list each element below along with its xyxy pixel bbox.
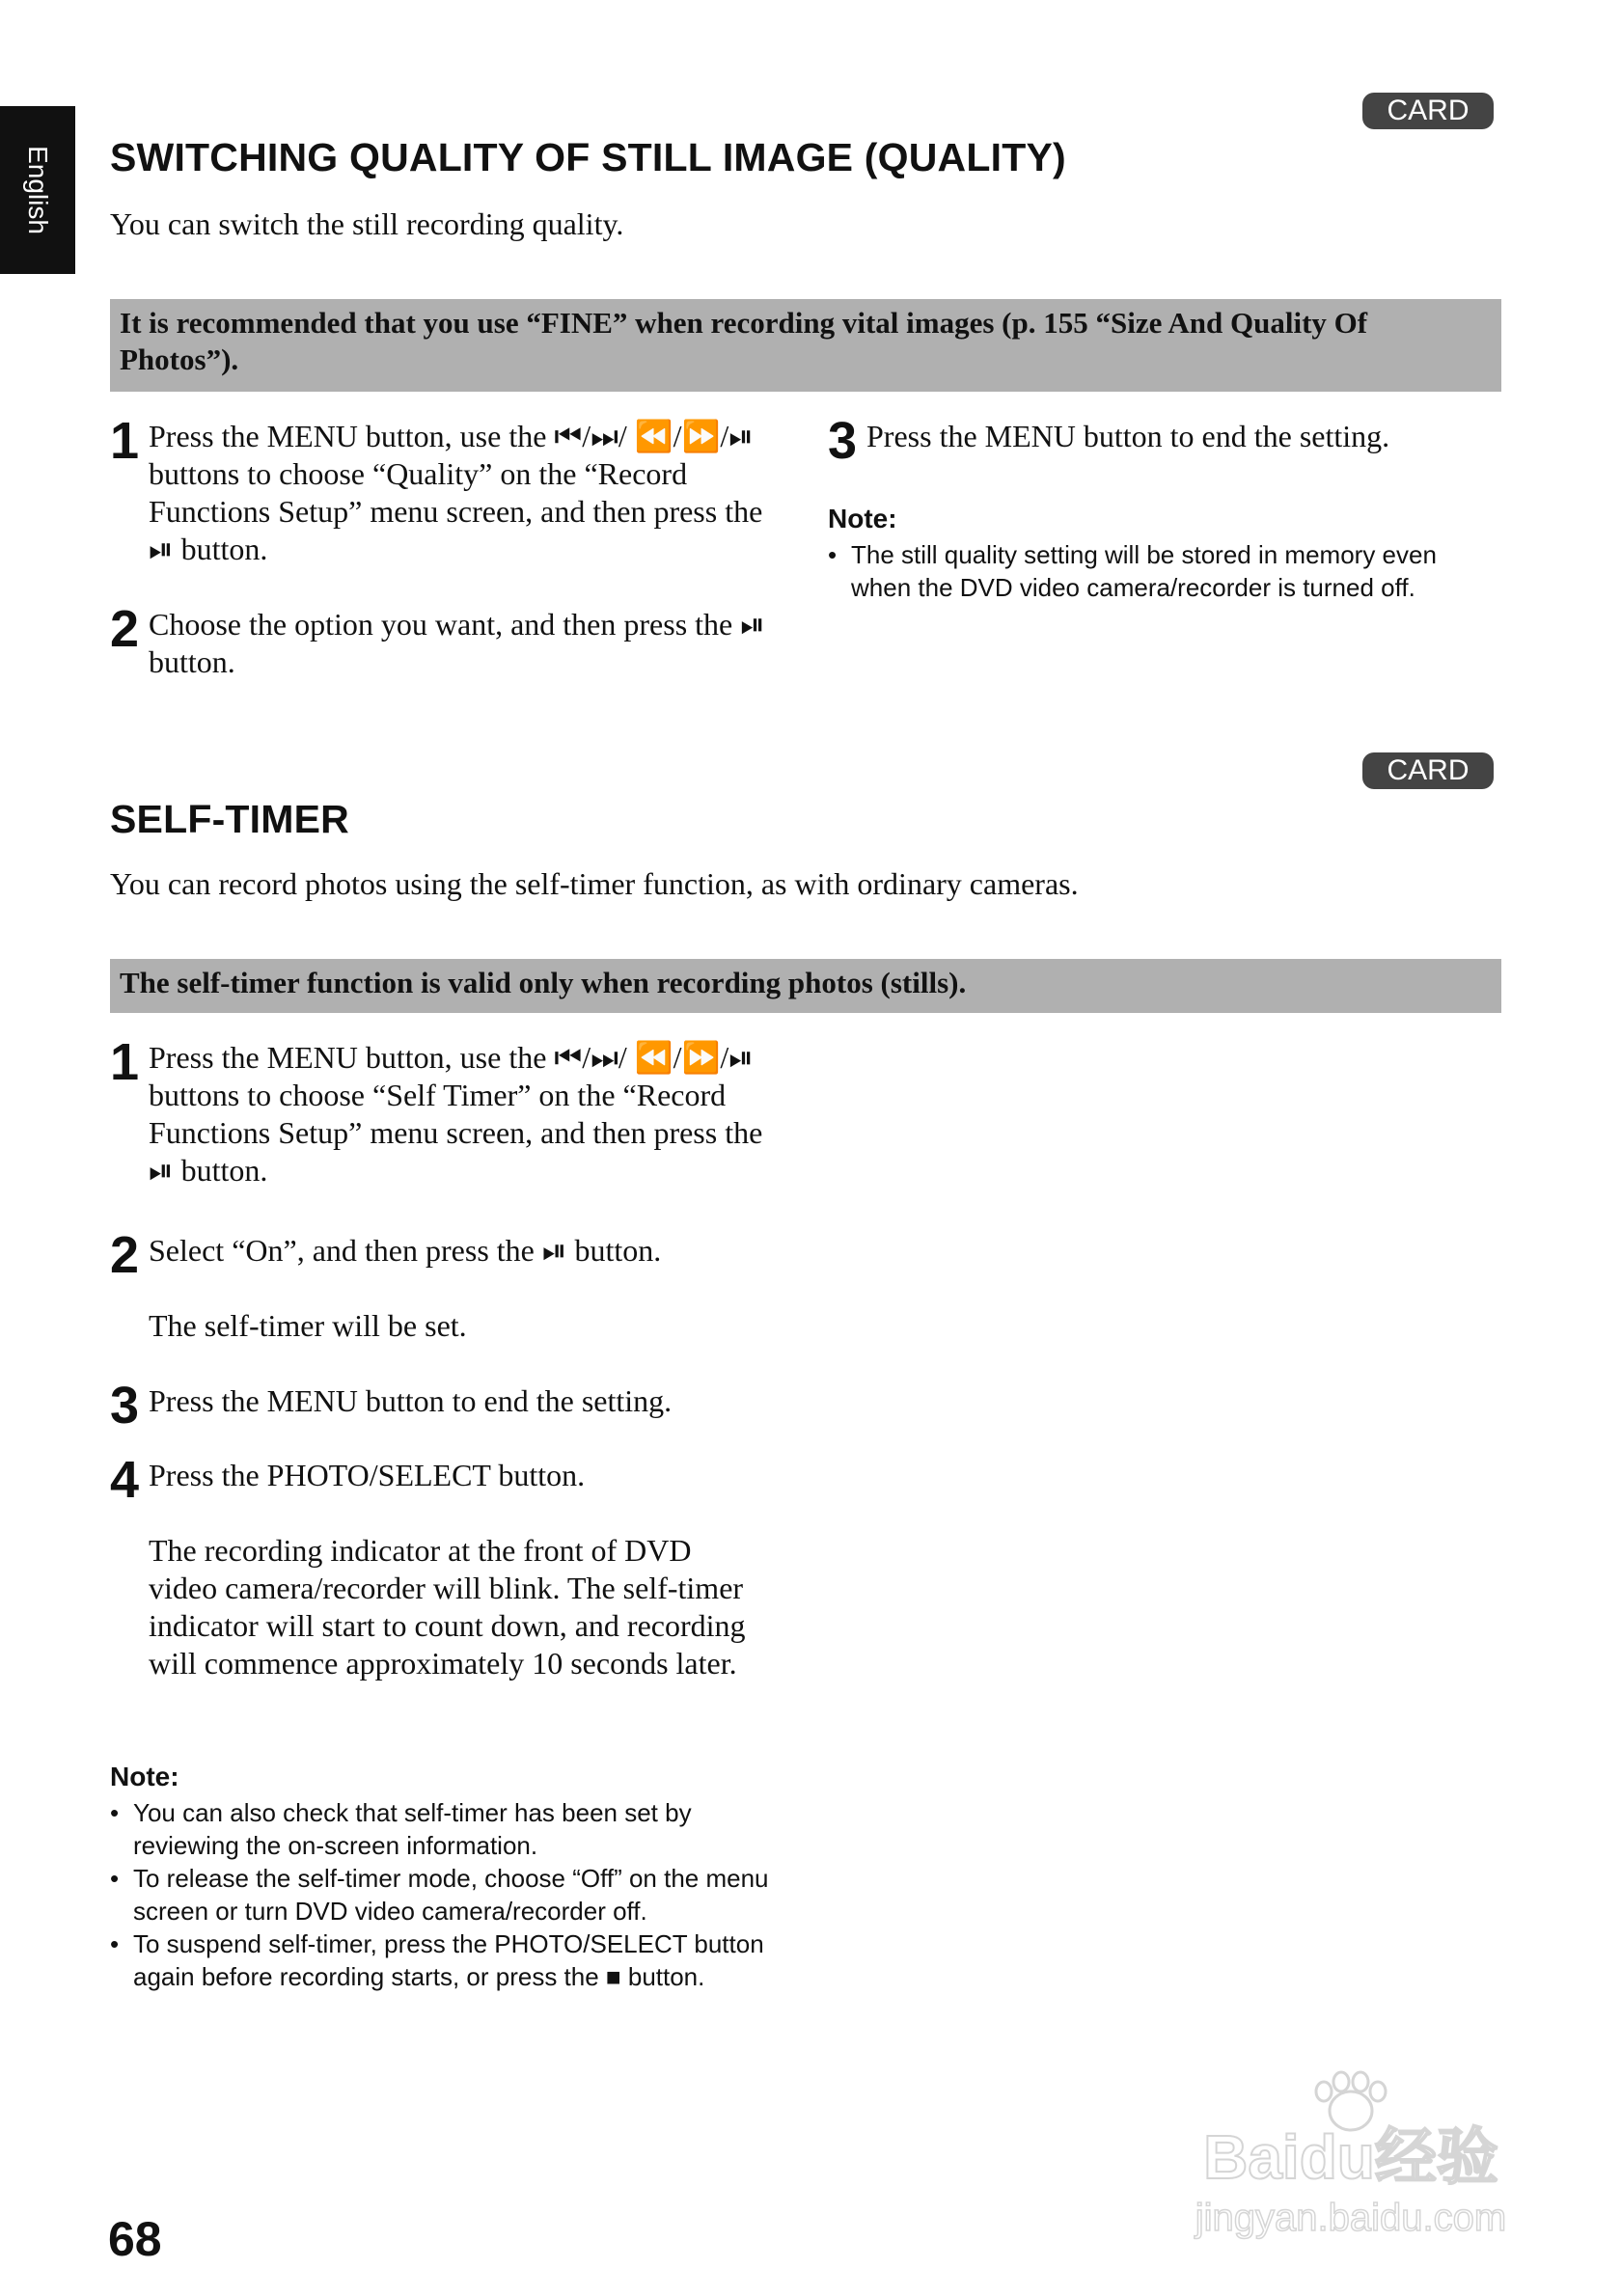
step-2-quality — [110, 600, 785, 681]
section-title-quality: SWITCHING QUALITY OF STILL IMAGE (QUALITY) — [110, 135, 1066, 179]
step-text: Choose the option you want, and then press the ⏯ button. — [149, 607, 765, 679]
baidu-watermark-logo — [1158, 2064, 1544, 2248]
note-item: • You can also check that self-timer has been set by reviewing the on-screen information. — [110, 1796, 785, 1862]
step-number: 1 — [110, 1033, 140, 1091]
step-number: 3 — [828, 412, 858, 470]
section-intro-self-timer: You can record photos using the self-timer function, as with ordinary cameras. — [110, 866, 1079, 901]
step-number: 3 — [110, 1377, 140, 1435]
step-4-self-timer — [110, 1451, 785, 1509]
step-text: Select “On”, and then press the ⏯ button. — [149, 1233, 662, 1268]
step-number: 2 — [110, 600, 140, 658]
note-list — [110, 1796, 785, 1993]
step-3-quality — [828, 412, 1503, 470]
language-tab-label: English — [23, 146, 53, 234]
step-2-result: The self-timer will be set. — [149, 1308, 467, 1343]
page-number: 68 — [108, 2212, 162, 2266]
step-1-quality — [110, 412, 785, 568]
step-4-result: The recording indicator at the front of DVD video camera/recorder will blink. The self-timer indicator will start to count down, and recording will commence approximately 10 seconds later. — [149, 1533, 746, 1681]
svg-text:jingyan.baidu.com: jingyan.baidu.com — [1195, 2197, 1507, 2239]
card-badge: CARD — [1362, 93, 1494, 129]
step-text: Press the PHOTO/SELECT button. — [149, 1458, 586, 1492]
note-list — [828, 538, 1503, 604]
step-text: Press the MENU button, use the ⏮/⏭/ ⏪/⏩/⏯ buttons to choose “Quality” on the “Record Functions Setup” menu screen, and then press the ⏯ button. — [149, 419, 763, 566]
note-title: Note: — [110, 1762, 179, 1791]
svg-text:Baidu经验: Baidu经验 — [1203, 2122, 1498, 2192]
step-number: 1 — [110, 412, 140, 470]
step-text: Press the MENU button to end the setting. — [866, 419, 1390, 453]
section-title-self-timer: SELF-TIMER — [110, 797, 349, 841]
step-text: Press the MENU button, use the ⏮/⏭/ ⏪/⏩/⏯ buttons to choose “Self Timer” on the “Record Functions Setup” menu screen, and then press the ⏯ button. — [149, 1040, 763, 1188]
callout-quality: It is recommended that you use “FINE” when recording vital images (p. 155 “Size And Quality Of Photos”). — [110, 299, 1501, 392]
callout-self-timer: The self-timer function is valid only when recording photos (stills). — [110, 959, 1501, 1013]
step-2-self-timer — [110, 1226, 785, 1284]
step-number: 2 — [110, 1226, 140, 1284]
note-item: • To suspend self-timer, press the PHOTO/SELECT button again before recording starts, or press the ■ button. — [110, 1927, 785, 1993]
note-quality — [828, 504, 1503, 604]
section-intro-quality: You can switch the still recording quality. — [110, 206, 624, 241]
step-3-self-timer — [110, 1377, 785, 1435]
language-tab — [0, 106, 75, 274]
note-title: Note: — [828, 504, 897, 533]
step-text: Press the MENU button to end the setting. — [149, 1383, 673, 1418]
note-item: • To release the self-timer mode, choose “Off” on the menu screen or turn DVD video camera/recorder off. — [110, 1862, 785, 1927]
step-1-self-timer — [110, 1033, 785, 1189]
note-item: • The still quality setting will be stored in memory even when the DVD video camera/recorder is turned off. — [828, 538, 1503, 604]
note-self-timer — [110, 1762, 785, 1993]
step-number: 4 — [110, 1451, 140, 1509]
card-badge: CARD — [1362, 752, 1494, 789]
